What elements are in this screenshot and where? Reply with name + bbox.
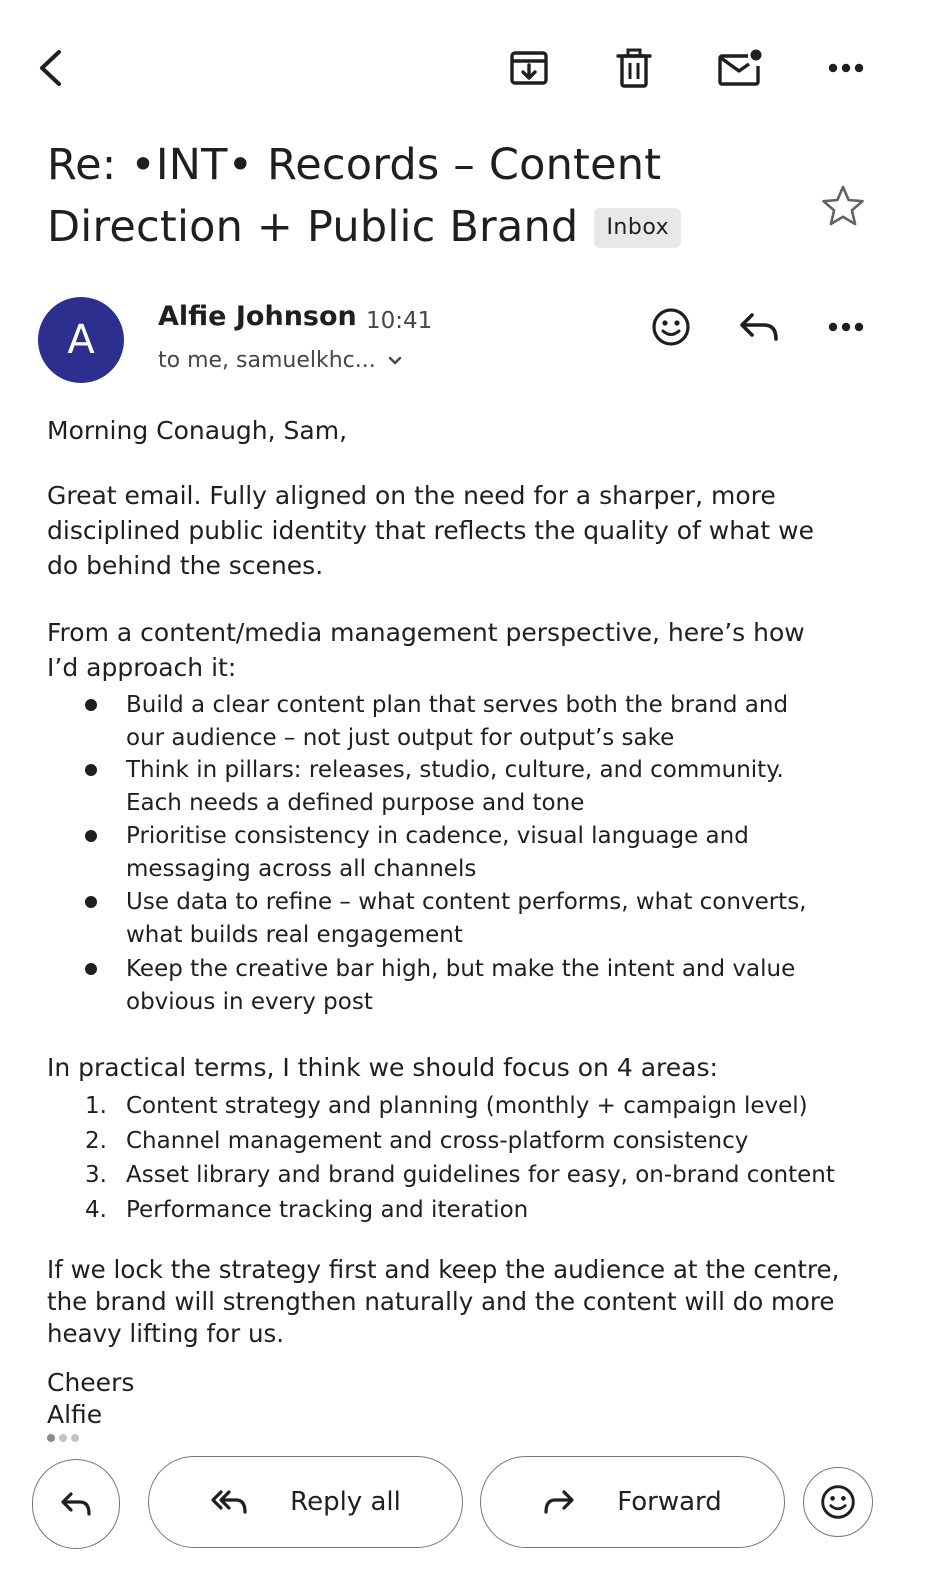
recipients-toggle[interactable] (158, 346, 402, 376)
archive-button[interactable] (501, 40, 557, 96)
numbered-item-2: Channel management and cross-platform consistency (126, 1128, 749, 1154)
back-arrow-icon (33, 48, 67, 88)
more-options-button[interactable] (818, 40, 874, 96)
reply-icon (60, 1491, 92, 1517)
more-horizontal-icon (828, 322, 864, 332)
chevron-down-icon (388, 356, 402, 366)
delete-icon (616, 48, 652, 88)
bullet-item-2: Think in pillars: releases, studio, culture, and community. Each needs a defined purpose and tone (126, 757, 784, 816)
reply-button[interactable] (32, 1459, 120, 1549)
list-number: 4. (85, 1197, 107, 1223)
sender-avatar[interactable]: A (38, 297, 124, 383)
mark-unread-icon (717, 48, 763, 88)
forward-label: Forward (617, 1487, 722, 1517)
star-outline-icon (821, 184, 865, 228)
bullet-item-4: Use data to refine – what content performs, what converts, what builds real engagement (126, 889, 807, 948)
recipients-text: to me, samuelkhc... (158, 348, 376, 373)
reply-all-icon (210, 1489, 248, 1515)
archive-icon (509, 48, 549, 88)
reply-all-label: Reply all (290, 1487, 401, 1517)
sent-time: 10:41 (366, 308, 433, 334)
subject-line-1: Re: •INT• Records – Content (47, 140, 662, 190)
forward-button[interactable] (480, 1456, 785, 1548)
more-horizontal-icon (828, 63, 864, 73)
bullet-item-3: Prioritise consistency in cadence, visual language and messaging across all channels (126, 823, 749, 882)
emoji-icon (651, 307, 691, 347)
body-paragraph-4: If we lock the strategy first and keep the audience at the centre, the brand will strengthen naturally and the content will do more heavy lifting for us. (47, 1255, 840, 1348)
list-number: 3. (85, 1162, 107, 1188)
body-paragraph-3: In practical terms, I think we should focus on 4 areas: (47, 1053, 718, 1082)
body-paragraph-1: Great email. Fully aligned on the need for a sharper, more disciplined public identity that reflects the quality of what we do behind the scenes. (47, 481, 814, 580)
bullet-dot (85, 699, 97, 711)
signoff: Cheers (47, 1368, 135, 1397)
reply-icon (738, 311, 780, 343)
bullet-item-5: Keep the creative bar high, but make the intent and value obvious in every post (126, 956, 796, 1015)
delete-button[interactable] (606, 40, 662, 96)
subject-line-2-text: Direction + Public Brand (47, 202, 579, 252)
add-reaction-button[interactable] (643, 299, 699, 355)
bullet-item-1: Build a clear content plan that serves both the brand and our audience – not just output for output’s sake (126, 692, 789, 751)
mark-unread-button[interactable] (712, 40, 768, 96)
body-paragraph-2: From a content/media management perspective, here’s how I’d approach it: (47, 618, 805, 682)
reply-button-header[interactable] (731, 299, 787, 355)
show-trimmed-content-button[interactable] (47, 1434, 79, 1442)
bullet-dot (85, 963, 97, 975)
dot (59, 1434, 67, 1442)
dot (71, 1434, 79, 1442)
bullet-dot (85, 896, 97, 908)
emoji-icon (820, 1484, 856, 1520)
greeting: Morning Conaugh, Sam, (47, 416, 348, 445)
email-subject (47, 134, 807, 258)
inbox-label-chip[interactable]: Inbox (594, 208, 681, 248)
numbered-item-1: Content strategy and planning (monthly + campaign level) (126, 1093, 808, 1119)
signature: Alfie (47, 1400, 103, 1429)
message-more-button[interactable] (818, 299, 874, 355)
numbered-item-3: Asset library and brand guidelines for easy, on-brand content (126, 1162, 835, 1188)
forward-icon (543, 1489, 575, 1515)
subject-line-2 (47, 196, 807, 258)
bullet-dot (85, 830, 97, 842)
dot (47, 1434, 55, 1442)
bullet-dot (85, 764, 97, 776)
back-button[interactable] (22, 40, 78, 96)
list-number: 2. (85, 1128, 107, 1154)
numbered-item-4: Performance tracking and iteration (126, 1197, 529, 1223)
list-number: 1. (85, 1093, 107, 1119)
star-button[interactable] (815, 178, 871, 234)
reply-all-button[interactable] (148, 1456, 463, 1548)
sender-name[interactable]: Alfie Johnson (158, 301, 357, 332)
react-button[interactable] (803, 1467, 873, 1537)
